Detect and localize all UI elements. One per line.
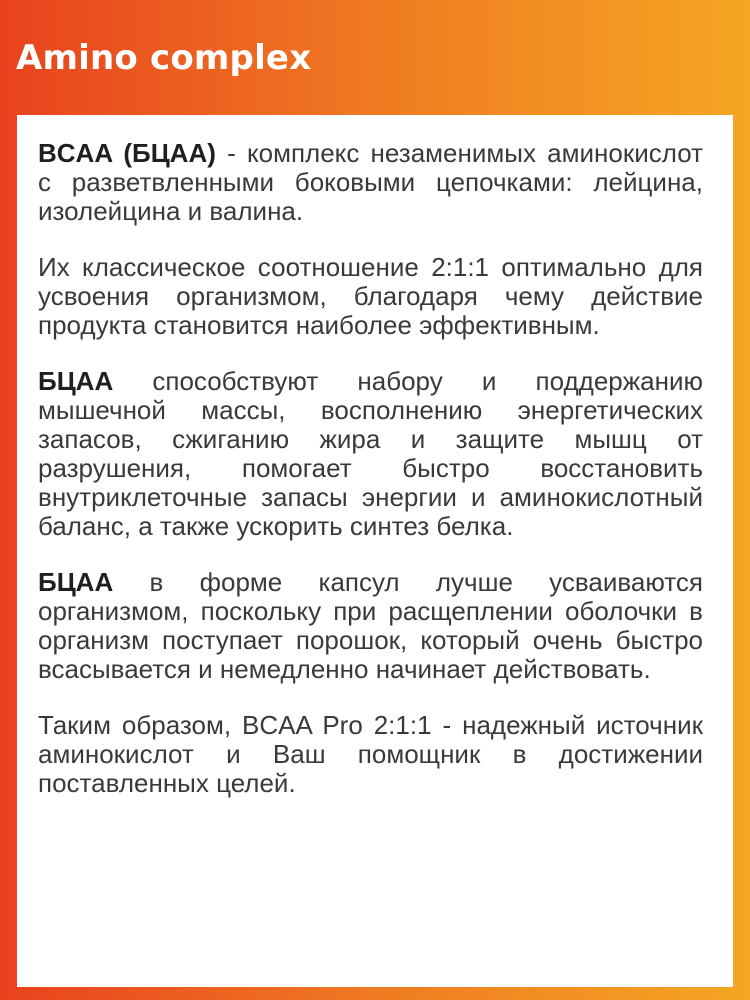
- paragraph-text: Их классическое соотношение 2:1:1 оптимально для усвоения организмом, благодаря чему действие продукта становится наиболее эффективным.: [38, 252, 703, 340]
- paragraph-ratio: [38, 253, 703, 340]
- paragraph-bcaa-definition: [38, 139, 703, 226]
- paragraph-capsules: [38, 568, 703, 684]
- paragraph-text: в форме капсул лучше усваиваются организмом, поскольку при расщеплении оболочки в организм поступает порошок, который очень быстро всасывается и немедленно начинает действовать.: [38, 567, 703, 684]
- content-panel: [17, 115, 733, 987]
- page-title: Amino complex: [16, 38, 312, 78]
- paragraph-text: Таким образом, BCAA Pro 2:1:1 - надежный источник аминокислот и Ваш помощник в достижении поставленных целей.: [38, 710, 703, 798]
- paragraph-benefits: [38, 367, 703, 541]
- paragraph-conclusion: [38, 711, 703, 798]
- paragraph-lead: БЦАА: [38, 567, 114, 597]
- paragraph-lead: BCAA (БЦАА): [38, 138, 216, 168]
- paragraph-lead: БЦАА: [38, 366, 114, 396]
- paragraph-text: способствуют набору и поддержанию мышечной массы, восполнению энергетических запасов, сжиганию жира и защите мышц от разрушения, помогает быстро восстановить внутриклеточные запасы энергии и аминокислотный баланс, а также ускорить синтез белка.: [38, 366, 703, 541]
- paragraph-text: - комплекс незаменимых аминокислот с разветвленными боковыми цепочками: лейцина, изолейцина и валина.: [38, 138, 703, 226]
